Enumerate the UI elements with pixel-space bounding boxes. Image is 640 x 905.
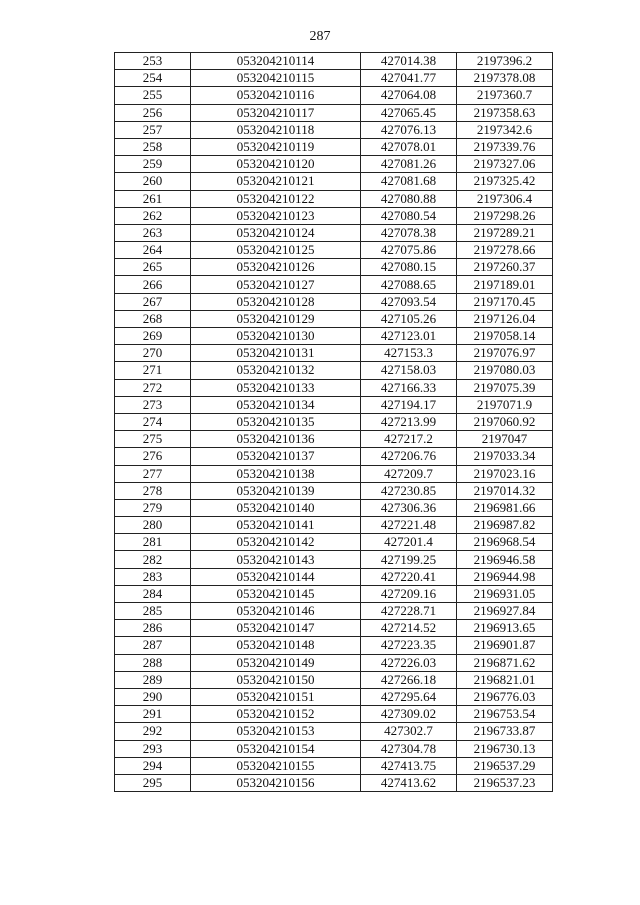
x-coordinate-cell: 427306.36	[361, 499, 457, 516]
row-number-cell: 282	[115, 551, 191, 568]
y-coordinate-cell: 2197289.21	[457, 224, 553, 241]
parcel-id-cell: 053204210125	[191, 242, 361, 259]
parcel-id-cell: 053204210152	[191, 706, 361, 723]
row-number-cell: 270	[115, 345, 191, 362]
table-row	[115, 620, 553, 637]
row-number-cell: 294	[115, 757, 191, 774]
row-number-cell: 274	[115, 413, 191, 430]
y-coordinate-cell: 2196821.01	[457, 671, 553, 688]
y-coordinate-cell: 2197342.6	[457, 121, 553, 138]
x-coordinate-cell: 427199.25	[361, 551, 457, 568]
table-row	[115, 104, 553, 121]
row-number-cell: 271	[115, 362, 191, 379]
y-coordinate-cell: 2197075.39	[457, 379, 553, 396]
table-row	[115, 448, 553, 465]
table-row	[115, 293, 553, 310]
parcel-id-cell: 053204210131	[191, 345, 361, 362]
table-row	[115, 499, 553, 516]
table-row	[115, 654, 553, 671]
row-number-cell: 253	[115, 53, 191, 70]
table-row	[115, 740, 553, 757]
parcel-id-cell: 053204210129	[191, 310, 361, 327]
x-coordinate-cell: 427080.88	[361, 190, 457, 207]
table-row	[115, 603, 553, 620]
y-coordinate-cell: 2196913.65	[457, 620, 553, 637]
x-coordinate-cell: 427302.7	[361, 723, 457, 740]
parcel-id-cell: 053204210121	[191, 173, 361, 190]
parcel-id-cell: 053204210154	[191, 740, 361, 757]
row-number-cell: 266	[115, 276, 191, 293]
y-coordinate-cell: 2196944.98	[457, 568, 553, 585]
parcel-id-cell: 053204210119	[191, 138, 361, 155]
y-coordinate-cell: 2197080.03	[457, 362, 553, 379]
parcel-id-cell: 053204210146	[191, 603, 361, 620]
parcel-id-cell: 053204210130	[191, 328, 361, 345]
parcel-id-cell: 053204210115	[191, 70, 361, 87]
parcel-id-cell: 053204210148	[191, 637, 361, 654]
row-number-cell: 285	[115, 603, 191, 620]
table-row	[115, 328, 553, 345]
table-row	[115, 517, 553, 534]
row-number-cell: 275	[115, 431, 191, 448]
table-row	[115, 482, 553, 499]
row-number-cell: 290	[115, 688, 191, 705]
y-coordinate-cell: 2197126.04	[457, 310, 553, 327]
x-coordinate-cell: 427209.7	[361, 465, 457, 482]
y-coordinate-cell: 2196987.82	[457, 517, 553, 534]
table-row	[115, 431, 553, 448]
table-row	[115, 70, 553, 87]
row-number-cell: 288	[115, 654, 191, 671]
table-row	[115, 138, 553, 155]
table-row	[115, 310, 553, 327]
table-row	[115, 688, 553, 705]
parcel-id-cell: 053204210139	[191, 482, 361, 499]
y-coordinate-cell: 2197189.01	[457, 276, 553, 293]
row-number-cell: 268	[115, 310, 191, 327]
x-coordinate-cell: 427304.78	[361, 740, 457, 757]
y-coordinate-cell: 2196968.54	[457, 534, 553, 551]
row-number-cell: 286	[115, 620, 191, 637]
table-row	[115, 53, 553, 70]
row-number-cell: 267	[115, 293, 191, 310]
x-coordinate-cell: 427166.33	[361, 379, 457, 396]
parcel-id-cell: 053204210145	[191, 585, 361, 602]
row-number-cell: 277	[115, 465, 191, 482]
y-coordinate-cell: 2196733.87	[457, 723, 553, 740]
row-number-cell: 281	[115, 534, 191, 551]
y-coordinate-cell: 2197071.9	[457, 396, 553, 413]
parcel-id-cell: 053204210135	[191, 413, 361, 430]
table-row	[115, 190, 553, 207]
parcel-id-cell: 053204210143	[191, 551, 361, 568]
table-row	[115, 723, 553, 740]
table-row	[115, 87, 553, 104]
row-number-cell: 287	[115, 637, 191, 654]
parcel-id-cell: 053204210128	[191, 293, 361, 310]
row-number-cell: 261	[115, 190, 191, 207]
row-number-cell: 276	[115, 448, 191, 465]
y-coordinate-cell: 2197260.37	[457, 259, 553, 276]
table-row	[115, 551, 553, 568]
parcel-id-cell: 053204210150	[191, 671, 361, 688]
row-number-cell: 293	[115, 740, 191, 757]
row-number-cell: 272	[115, 379, 191, 396]
row-number-cell: 254	[115, 70, 191, 87]
row-number-cell: 280	[115, 517, 191, 534]
y-coordinate-cell: 2197058.14	[457, 328, 553, 345]
table-row	[115, 585, 553, 602]
x-coordinate-cell: 427223.35	[361, 637, 457, 654]
x-coordinate-cell: 427220.41	[361, 568, 457, 585]
row-number-cell: 255	[115, 87, 191, 104]
x-coordinate-cell: 427194.17	[361, 396, 457, 413]
y-coordinate-cell: 2197023.16	[457, 465, 553, 482]
table-row	[115, 224, 553, 241]
y-coordinate-cell: 2197306.4	[457, 190, 553, 207]
y-coordinate-cell: 2196981.66	[457, 499, 553, 516]
x-coordinate-cell: 427206.76	[361, 448, 457, 465]
y-coordinate-cell: 2197325.42	[457, 173, 553, 190]
x-coordinate-cell: 427413.75	[361, 757, 457, 774]
table-row	[115, 413, 553, 430]
y-coordinate-cell: 2196931.05	[457, 585, 553, 602]
row-number-cell: 256	[115, 104, 191, 121]
x-coordinate-cell: 427226.03	[361, 654, 457, 671]
y-coordinate-cell: 2197360.7	[457, 87, 553, 104]
table-row	[115, 671, 553, 688]
x-coordinate-cell: 427214.52	[361, 620, 457, 637]
parcel-id-cell: 053204210122	[191, 190, 361, 207]
table-row	[115, 173, 553, 190]
table-row	[115, 465, 553, 482]
parcel-id-cell: 053204210132	[191, 362, 361, 379]
parcel-id-cell: 053204210117	[191, 104, 361, 121]
x-coordinate-cell: 427065.45	[361, 104, 457, 121]
row-number-cell: 284	[115, 585, 191, 602]
y-coordinate-cell: 2196730.13	[457, 740, 553, 757]
parcel-id-cell: 053204210124	[191, 224, 361, 241]
y-coordinate-cell: 2196537.29	[457, 757, 553, 774]
parcel-id-cell: 053204210120	[191, 156, 361, 173]
y-coordinate-cell: 2197358.63	[457, 104, 553, 121]
y-coordinate-cell: 2197060.92	[457, 413, 553, 430]
parcel-id-cell: 053204210141	[191, 517, 361, 534]
table-row	[115, 242, 553, 259]
table-row	[115, 706, 553, 723]
y-coordinate-cell: 2197170.45	[457, 293, 553, 310]
parcel-id-cell: 053204210126	[191, 259, 361, 276]
x-coordinate-cell: 427221.48	[361, 517, 457, 534]
y-coordinate-cell: 2197298.26	[457, 207, 553, 224]
x-coordinate-cell: 427078.38	[361, 224, 457, 241]
x-coordinate-cell: 427014.38	[361, 53, 457, 70]
x-coordinate-cell: 427213.99	[361, 413, 457, 430]
x-coordinate-cell: 427078.01	[361, 138, 457, 155]
x-coordinate-cell: 427217.2	[361, 431, 457, 448]
parcel-id-cell: 053204210134	[191, 396, 361, 413]
table-body	[115, 53, 553, 792]
x-coordinate-cell: 427081.68	[361, 173, 457, 190]
table-row	[115, 396, 553, 413]
row-number-cell: 264	[115, 242, 191, 259]
parcel-id-cell: 053204210123	[191, 207, 361, 224]
x-coordinate-cell: 427105.26	[361, 310, 457, 327]
parcel-id-cell: 053204210140	[191, 499, 361, 516]
y-coordinate-cell: 2196776.03	[457, 688, 553, 705]
row-number-cell: 262	[115, 207, 191, 224]
x-coordinate-cell: 427093.54	[361, 293, 457, 310]
y-coordinate-cell: 2196901.87	[457, 637, 553, 654]
row-number-cell: 295	[115, 774, 191, 791]
table-row	[115, 379, 553, 396]
table-row	[115, 207, 553, 224]
table-row	[115, 774, 553, 791]
parcel-id-cell: 053204210155	[191, 757, 361, 774]
y-coordinate-cell: 2196927.84	[457, 603, 553, 620]
table-row	[115, 568, 553, 585]
row-number-cell: 259	[115, 156, 191, 173]
coordinates-table	[114, 52, 553, 792]
table-row	[115, 345, 553, 362]
parcel-id-cell: 053204210156	[191, 774, 361, 791]
row-number-cell: 273	[115, 396, 191, 413]
y-coordinate-cell: 2197047	[457, 431, 553, 448]
x-coordinate-cell: 427309.02	[361, 706, 457, 723]
row-number-cell: 289	[115, 671, 191, 688]
row-number-cell: 292	[115, 723, 191, 740]
row-number-cell: 291	[115, 706, 191, 723]
table-row	[115, 121, 553, 138]
y-coordinate-cell: 2197014.32	[457, 482, 553, 499]
y-coordinate-cell: 2197033.34	[457, 448, 553, 465]
parcel-id-cell: 053204210137	[191, 448, 361, 465]
x-coordinate-cell: 427295.64	[361, 688, 457, 705]
y-coordinate-cell: 2197339.76	[457, 138, 553, 155]
parcel-id-cell: 053204210151	[191, 688, 361, 705]
parcel-id-cell: 053204210142	[191, 534, 361, 551]
row-number-cell: 265	[115, 259, 191, 276]
table-row	[115, 637, 553, 654]
x-coordinate-cell: 427081.26	[361, 156, 457, 173]
table-row	[115, 156, 553, 173]
x-coordinate-cell: 427041.77	[361, 70, 457, 87]
x-coordinate-cell: 427123.01	[361, 328, 457, 345]
parcel-id-cell: 053204210118	[191, 121, 361, 138]
parcel-id-cell: 053204210147	[191, 620, 361, 637]
row-number-cell: 263	[115, 224, 191, 241]
x-coordinate-cell: 427153.3	[361, 345, 457, 362]
parcel-id-cell: 053204210149	[191, 654, 361, 671]
parcel-id-cell: 053204210153	[191, 723, 361, 740]
y-coordinate-cell: 2197278.66	[457, 242, 553, 259]
row-number-cell: 257	[115, 121, 191, 138]
parcel-id-cell: 053204210133	[191, 379, 361, 396]
x-coordinate-cell: 427080.15	[361, 259, 457, 276]
y-coordinate-cell: 2196753.54	[457, 706, 553, 723]
x-coordinate-cell: 427266.18	[361, 671, 457, 688]
x-coordinate-cell: 427230.85	[361, 482, 457, 499]
table-row	[115, 757, 553, 774]
parcel-id-cell: 053204210114	[191, 53, 361, 70]
table-row	[115, 362, 553, 379]
row-number-cell: 278	[115, 482, 191, 499]
x-coordinate-cell: 427076.13	[361, 121, 457, 138]
y-coordinate-cell: 2196946.58	[457, 551, 553, 568]
y-coordinate-cell: 2197076.97	[457, 345, 553, 362]
x-coordinate-cell: 427064.08	[361, 87, 457, 104]
x-coordinate-cell: 427201.4	[361, 534, 457, 551]
y-coordinate-cell: 2196537.23	[457, 774, 553, 791]
page-number: 287	[309, 29, 331, 44]
x-coordinate-cell: 427080.54	[361, 207, 457, 224]
table-row	[115, 534, 553, 551]
x-coordinate-cell: 427088.65	[361, 276, 457, 293]
table-row	[115, 259, 553, 276]
x-coordinate-cell: 427413.62	[361, 774, 457, 791]
y-coordinate-cell: 2197396.2	[457, 53, 553, 70]
parcel-id-cell: 053204210127	[191, 276, 361, 293]
y-coordinate-cell: 2197378.08	[457, 70, 553, 87]
x-coordinate-cell: 427209.16	[361, 585, 457, 602]
parcel-id-cell: 053204210138	[191, 465, 361, 482]
parcel-id-cell: 053204210136	[191, 431, 361, 448]
table-row	[115, 276, 553, 293]
row-number-cell: 279	[115, 499, 191, 516]
parcel-id-cell: 053204210144	[191, 568, 361, 585]
x-coordinate-cell: 427158.03	[361, 362, 457, 379]
y-coordinate-cell: 2196871.62	[457, 654, 553, 671]
x-coordinate-cell: 427228.71	[361, 603, 457, 620]
y-coordinate-cell: 2197327.06	[457, 156, 553, 173]
parcel-id-cell: 053204210116	[191, 87, 361, 104]
row-number-cell: 269	[115, 328, 191, 345]
x-coordinate-cell: 427075.86	[361, 242, 457, 259]
row-number-cell: 260	[115, 173, 191, 190]
row-number-cell: 258	[115, 138, 191, 155]
row-number-cell: 283	[115, 568, 191, 585]
